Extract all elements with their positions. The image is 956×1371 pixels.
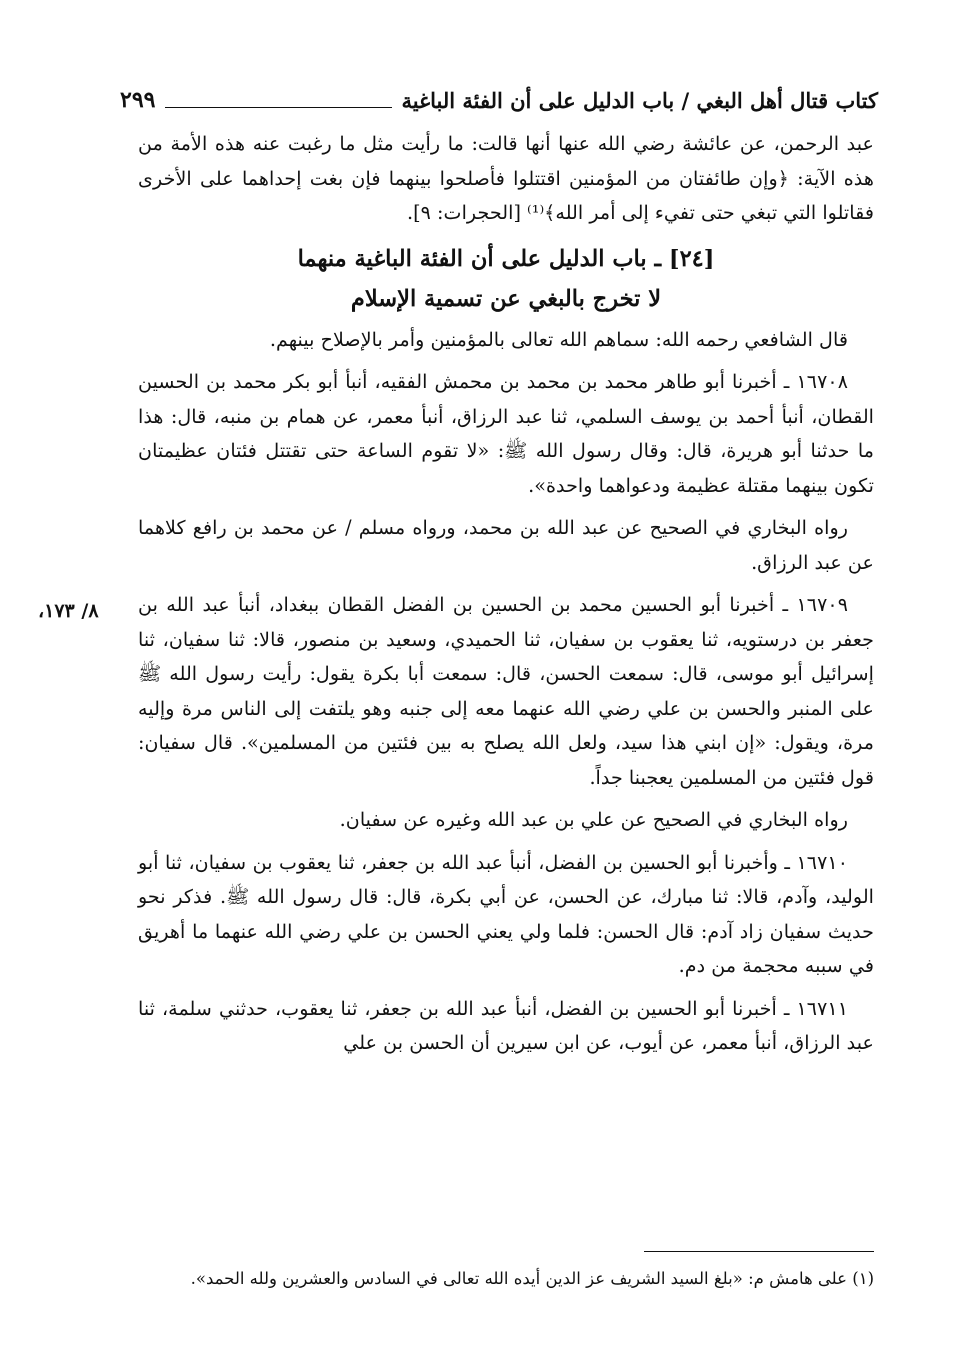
chapter-heading-line-1: [٢٤] ـ باب الدليل على أن الفئة الباغية منهما	[297, 245, 715, 272]
riwaya-bukhari: رواه البخاري في الصحيح عن علي بن عبد الله وغيره عن سفيان.	[339, 808, 848, 831]
paragraph-shafii: قال الشافعي رحمه الله: سماهم الله تعالى بالمؤمنين وأمر بالإصلاح بينهم.	[269, 327, 848, 351]
hadith-16708: ١٦٧٠٨ ـ أخبرنا أبو طاهر محمد بن محمد بن محمش الفقيه، أنبأ أبو بكر محمد بن الحسين القطان، أنبأ أحمد بن يوسف السلمي، ثنا عبد الرزاق، أنبأ معمر، عن همام بن منبه، قال: هذا ما حدثنا أبو هريرة، قال: وقال رسول الله ﷺ: «لا تقوم الساعة حتى تقتتل فئتان عظيمتان تكون بينهما مقتلة عظيمة ودعواهما واحدة».	[138, 370, 874, 497]
paragraph-continuation: عبد الرحمن، عن عائشة رضي الله عنها أنها قالت: ما رأيت مثل ما رغبت عنه هذه الأمة من هذه الآية: ﴿وإن طائفتان من المؤمنين اقتتلوا فأصلحوا بينهما فإن بغت إحداهما على الأخرى فقاتلوا التي تبغي حتى تفيء إلى أمر الله﴾⁽¹⁾ [الحجرات: ٩].	[138, 132, 874, 224]
header-title: كتاب قتال أهل البغي / باب الدليل على أن الفئة الباغية	[401, 87, 878, 113]
footnote: (١) على هامش م: «بلغ السيد الشريف عز الدين أيده الله تعالى في السادس والعشرين ولله الحمد».	[190, 1269, 874, 1288]
margin-reference: ٨/ ١٧٣،	[38, 600, 99, 622]
hadith-16710: ١٦٧١٠ ـ وأخبرنا أبو الحسين بن الفضل، أنبأ عبد الله بن جعفر، ثنا يعقوب بن سفيان، ثنا أبو الوليد، وآدم، قالا: ثنا مبارك، عن الحسن، عن أبي بكرة، قال: قال رسول الله ﷺ. فذكر نحو حديث سفيان زاد آدم: قال الحسن: فلما ولي يعني الحسن بن علي رضي الله عنهما ما أهريق في سببه محجمة من دم.	[138, 850, 874, 977]
riwaya-bukhari-muslim: رواه البخاري في الصحيح عن عبد الله بن محمد، ورواه مسلم / عن محمد بن رافع كلاهما عن عبد الرزاق.	[138, 516, 874, 574]
hadith-16709: ١٦٧٠٩ ـ أخبرنا أبو الحسين محمد بن الحسين بن الفضل القطان ببغداد، أنبأ عبد الله بن جعفر بن درستويه، ثنا يعقوب بن سفيان، ثنا الحميدي، وسعيد بن منصور، قالا: ثنا سفيان، ثنا إسرائيل أبو موسى، قال: سمعت الحسن، قال: سمعت أبا بكرة يقول: رأيت رسول الله ﷺ على المنبر والحسن بن علي رضي الله عنهما معه إلى جنبه وهو يلتفت إلى الناس مرة وإليه مرة، ويقول: «إن ابني هذا سيد، ولعل الله يصلح به بين فئتين من المسلمين». قال سفيان: قول فئتين من المسلمين يعجبنا جداً.	[138, 593, 874, 789]
chapter-heading	[138, 239, 874, 319]
chapter-heading-line-2: لا تخرج بالبغي عن تسمية الإسلام	[350, 285, 662, 312]
running-header	[120, 83, 878, 117]
hadith-16711: ١٦٧١١ ـ أخبرنا أبو الحسين بن الفضل، أنبأ عبد الله بن جعفر، ثنا يعقوب، حدثني سلمة، ثنا عبد الرزاق، أنبأ معمر، عن أيوب، عن ابن سيرين أن الحسن بن علي	[138, 996, 874, 1054]
footnote-rule	[644, 1251, 874, 1252]
header-rule	[165, 93, 391, 108]
main-text	[138, 127, 874, 1061]
page-number: ٢٩٩	[120, 87, 156, 113]
